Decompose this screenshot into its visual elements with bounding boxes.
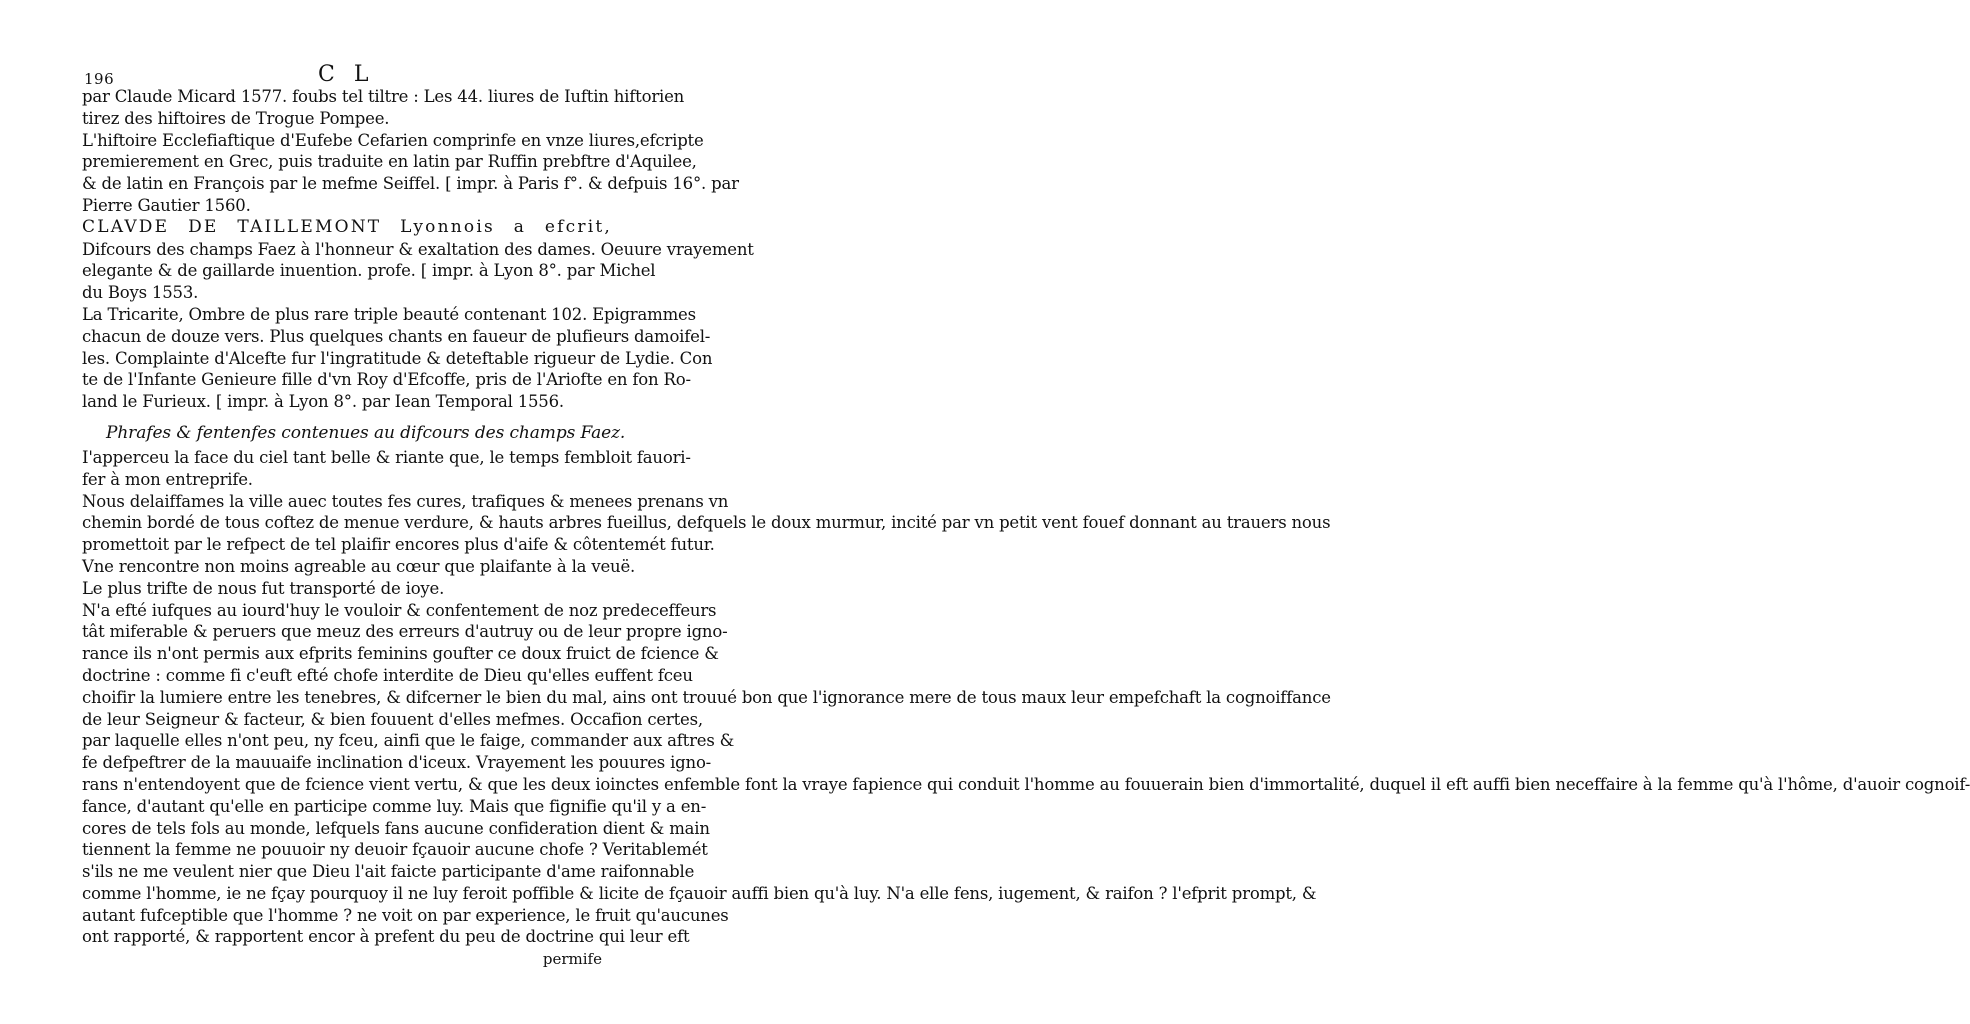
- text-line: chacun de douze vers. Plus quelques chants en faueur de plufieurs damoifel-: [82, 326, 711, 346]
- text-line: de leur Seigneur & facteur, & bien fouuent d'elles mefmes. Occafion certes,: [82, 709, 703, 729]
- text-line: Difcours des champs Faez à l'honneur & exaltation des dames. Oeuure vrayement: [82, 239, 754, 259]
- text-line: par laquelle elles n'ont peu, ny fceu, ainfi que le faige, commander aux aftres &: [82, 731, 735, 751]
- text-line: & de latin en François par le mefme Seiffel. [ impr. à Paris f°. & defpuis 16°. par: [82, 174, 739, 194]
- text-line: fer à mon entreprife.: [82, 469, 253, 489]
- author-heading: CLAVDE DE TAILLEMONT Lyonnois a efcrit,: [82, 216, 612, 237]
- text-line: tât miferable & peruers que meuz des erreurs d'autruy ou de leur propre igno-: [82, 622, 728, 642]
- text-line: doctrine : comme fi c'euft efté chofe interdite de Dieu qu'elles euffent fceu: [82, 665, 693, 685]
- catchword: permife: [542, 950, 602, 968]
- text-line: te de l'Infante Genieure fille d'vn Roy d'Efcoffe, pris de l'Ariofte en fon Ro-: [82, 370, 691, 390]
- text-line: du Boys 1553.: [82, 283, 199, 303]
- text-line: rance ils n'ont permis aux efprits feminins goufter ce doux fruict de fcience &: [82, 644, 719, 664]
- text-line: I'apperceu la face du ciel tant belle & riante que, le temps fembloit fauori-: [82, 447, 691, 467]
- text-line: Nous delaiffames la ville auec toutes fes cures, trafiques & menees prenans vn: [82, 491, 729, 511]
- text-line: choifir la lumiere entre les tenebres, & difcerner le bien du mal, ains ont trouué bon que l'ignorance mere de tous maux leur empefchaft la cognoiffance: [82, 687, 1331, 707]
- text-line: ont rapporté, & rapportent encor à prefent du peu de doctrine qui leur eft: [82, 927, 690, 947]
- text-line: land le Furieux. [ impr. à Lyon 8°. par Iean Temporal 1556.: [82, 392, 564, 412]
- page-number: 196: [84, 70, 115, 88]
- text-line: cores de tels fols au monde, lefquels fans aucune confideration dient & main: [82, 818, 710, 838]
- text-line: elegante & de gaillarde inuention. profe. [ impr. à Lyon 8°. par Michel: [82, 261, 656, 281]
- text-line: Le plus trifte de nous fut transporté de ioye.: [82, 578, 445, 598]
- text-line: tiennent la femme ne pouuoir ny deuoir fçauoir aucune chofe ? Veritablemét: [82, 840, 708, 860]
- text-line: rans n'entendoyent que de fcience vient vertu, & que les deux ioinctes enfemble font la vraye fapience qui conduit l'homme au fouuerain bien d'immortalité, duquel il eft auffi bien neceffaire à la femme qu'à l'hôme, d'auoir cognoif-: [82, 774, 1970, 794]
- text-line: comme l'homme, ie ne fçay pourquoy il ne luy feroit poffible & licite de fçauoir auffi bien qu'à luy. N'a elle fens, iugement, & raifon ? l'efprit prompt, &: [82, 883, 1317, 903]
- text-line: Vne rencontre non moins agreable au cœur que plaifante à la veuë.: [82, 556, 636, 576]
- text-line: L'hiftoire Ecclefiaftique d'Eufebe Cefarien comprinfe en vnze liures,efcripte: [82, 130, 704, 150]
- text-line: La Tricarite, Ombre de plus rare triple beauté contenant 102. Epigrammes: [82, 304, 696, 324]
- section-heading: Phrafes & fentenfes contenues au difcours des champs Faez.: [106, 422, 626, 443]
- text-line: chemin bordé de tous coftez de menue verdure, & hauts arbres fueillus, defquels le doux murmur, incité par vn petit vent fouef donnant au trauers nous: [82, 513, 1331, 533]
- text-line: les. Complainte d'Alcefte fur l'ingratitude & deteftable rigueur de Lydie. Con: [82, 348, 713, 368]
- text-line: promettoit par le refpect de tel plaifir encores plus d'aife & côtentemét futur.: [82, 535, 715, 555]
- text-line: tirez des hiftoires de Trogue Pompee.: [82, 108, 390, 128]
- text-line: fance, d'autant qu'elle en participe comme luy. Mais que fignifie qu'il y a en-: [82, 796, 707, 816]
- text-line: autant fufceptible que l'homme ? ne voit on par experience, le fruit qu'aucunes: [82, 905, 729, 925]
- text-line: fe defpeftrer de la mauuaife inclination d'iceux. Vrayement les pouures igno-: [82, 753, 712, 773]
- text-line: premierement en Grec, puis traduite en latin par Ruffin prebftre d'Aquilee,: [82, 152, 697, 172]
- text-line: s'ils ne me veulent nier que Dieu l'ait faicte participante d'ame raifonnable: [82, 862, 695, 882]
- text-line: Pierre Gautier 1560.: [82, 195, 251, 215]
- signature-mark: C L: [318, 62, 375, 87]
- text-line: N'a efté iufques au iourd'huy le vouloir & confentement de noz predeceffeurs: [82, 600, 717, 620]
- text-body: [82, 86, 1970, 948]
- text-line: par Claude Micard 1577. foubs tel tiltre : Les 44. liures de Iuftin hiftorien: [82, 87, 685, 106]
